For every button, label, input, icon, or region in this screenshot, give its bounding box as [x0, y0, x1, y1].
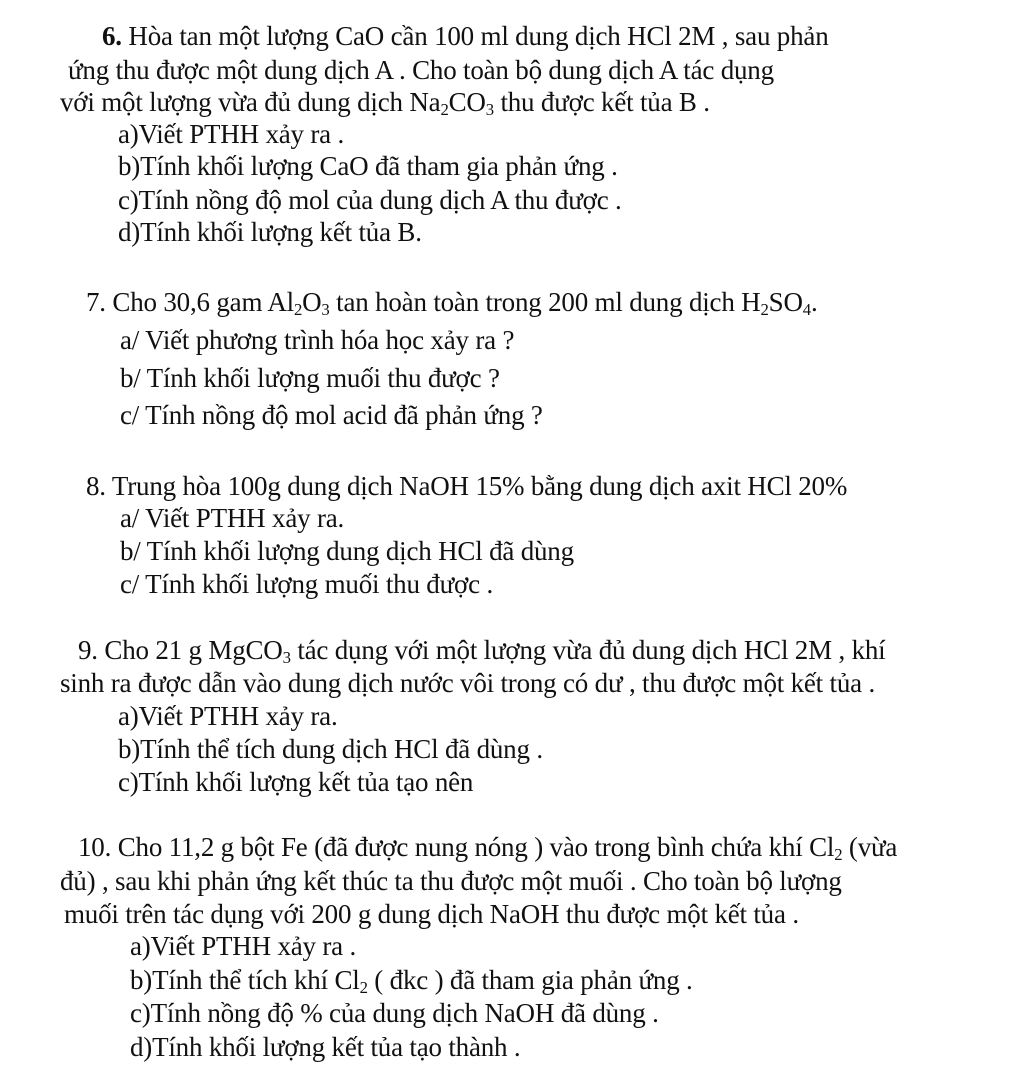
problem-9-number: 9.: [78, 635, 98, 665]
problem-6-number: 6.: [102, 21, 122, 51]
problem-6-line-2: ứng thu được một dung dịch A . Cho toàn bộ dung dịch A tác dụng: [68, 55, 774, 85]
problem-10-line-3: muối trên tác dụng với 200 g dung dịch NaOH thu được một kết tủa .: [64, 899, 799, 929]
problem-7-number: 7.: [86, 287, 106, 317]
problem-7-line-1: 7. Cho 30,6 gam $Al_2O_3$ tan hoàn toàn trong 200 ml dung dịch $H_2SO_4$.: [86, 287, 818, 320]
problem-10-line-1: 10. Cho 11,2 g bột Fe (đã được nung nóng ) vào trong bình chứa khí $Cl_2$ (vừa: [78, 832, 898, 865]
problem-10-sub-c: c)Tính nồng độ % của dung dịch NaOH đã dùng .: [130, 998, 659, 1028]
problem-9-sub-c: c)Tính khối lượng kết tủa tạo nên: [118, 767, 474, 797]
problem-8-line-1: 8. Trung hòa 100g dung dịch NaOH 15% bằng dung dịch axit HCl 20%: [86, 471, 848, 501]
problem-6-line-1: [102, 20, 829, 52]
problem-6-text-1: Hòa tan một lượng CaO cần 100 ml dung dịch HCl 2M , sau phản: [128, 21, 829, 51]
problem-7-sub-b: b/ Tính khối lượng muối thu được ?: [120, 363, 500, 393]
problem-8-sub-c: c/ Tính khối lượng muối thu được .: [120, 569, 494, 599]
problem-9-sub-b: b)Tính thể tích dung dịch HCl đã dùng .: [118, 734, 543, 764]
problem-9-line-2: sinh ra được dẫn vào dung dịch nước vôi trong có dư , thu được một kết tủa .: [60, 668, 876, 698]
problem-10-sub-b: b)Tính thể tích khí $Cl_2$ ( đkc ) đã tham gia phản ứng .: [130, 965, 693, 998]
problem-8-sub-b: b/ Tính khối lượng dung dịch HCl đã dùng: [120, 536, 574, 566]
problem-8-sub-a: a/ Viết PTHH xảy ra.: [120, 503, 345, 533]
problem-7-sub-a: a/ Viết phương trình hóa học xảy ra ?: [120, 325, 515, 355]
problem-6-sub-d: d)Tính khối lượng kết tủa B.: [118, 217, 422, 247]
problem-9-line-1: 9. Cho 21 g MgCO$_3$ tác dụng với một lượng vừa đủ dung dịch HCl 2M , khí: [78, 635, 886, 668]
problem-10-number: 10.: [78, 832, 112, 862]
problem-10-sub-a: a)Viết PTHH xảy ra .: [130, 931, 357, 961]
problem-6-sub-c: c)Tính nồng độ mol của dung dịch A thu được .: [118, 185, 622, 215]
problem-6-sub-a: a)Viết PTHH xảy ra .: [118, 119, 345, 149]
problem-8-number: 8.: [86, 471, 106, 501]
problem-10-line-2: đủ) , sau khi phản ứng kết thúc ta thu được một muối . Cho toàn bộ lượng: [60, 866, 842, 896]
problem-6-sub-b: b)Tính khối lượng CaO đã tham gia phản ứng .: [118, 151, 618, 181]
problem-9-sub-a: a)Viết PTHH xảy ra.: [118, 701, 338, 731]
problem-10-sub-d: d)Tính khối lượng kết tủa tạo thành .: [130, 1032, 521, 1062]
problem-6-line-3: với một lượng vừa đủ dung dịch $Na_2CO_3$ thu được kết tủa B .: [60, 87, 710, 120]
problem-7-sub-c: c/ Tính nồng độ mol acid đã phản ứng ?: [120, 400, 543, 430]
